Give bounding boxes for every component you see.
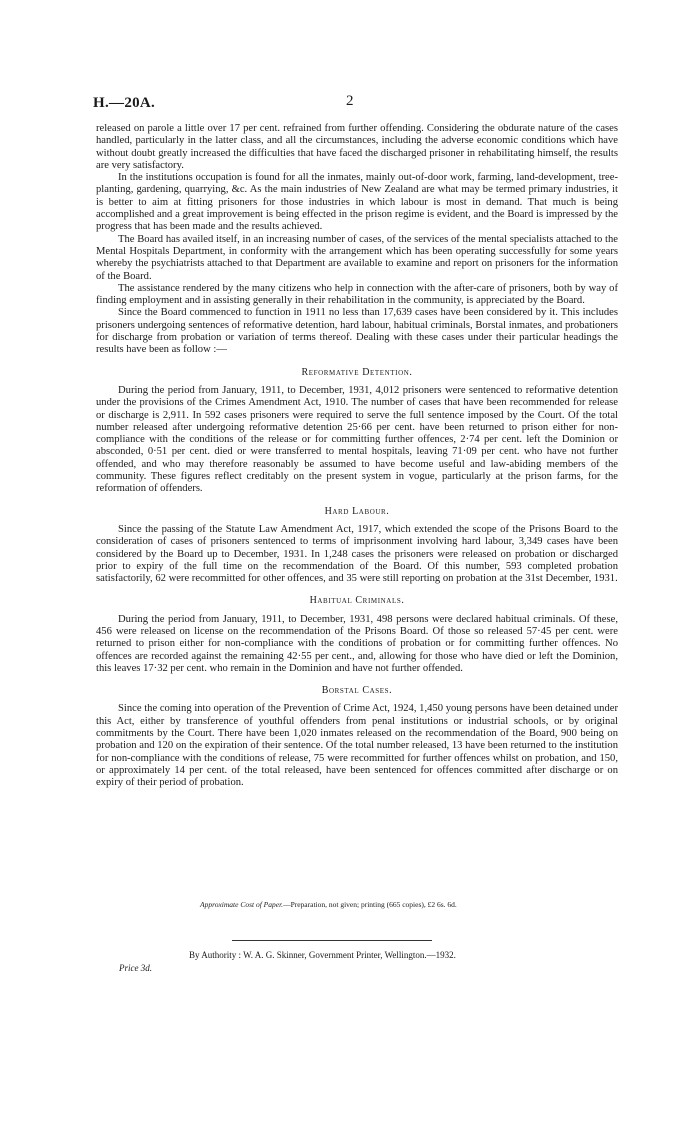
paragraph: The assistance rendered by the many citizens who help in connection with the after-care of prisoners, both by way of finding employment and in assisting generally in their rehabilitation in the community, is appreciated by the Board. [96, 282, 618, 307]
price-label: Price 3d. [119, 963, 152, 973]
section-text: Since the passing of the Statute Law Amendment Act, 1917, which extended the scope of the Prisons Board to the consideration of cases of prisoners sentenced to terms of imprisonment involving hard labour, 3,349 cases have been considered by the Board up to December, 1931. In 1,248 cases the prisoners were released on probation or discharged prior to expiry of the full time on the recommendation of the Board. Of this number, 593 completed probation satisfactorily, 62 were recommitted for other offences, and 35 were still reporting on probation at the 31st December, 1931. [96, 523, 618, 585]
paragraph: The Board has availed itself, in an increasing number of cases, of the services of the mental specialists attached to the Mental Hospitals Department, in conformity with the arrangement which has been operating successfully for some years whereby the psychiatrists attached to that Department are available to examine and report on prisoners for the information of the Board. [96, 233, 618, 282]
report-body [96, 123, 618, 790]
page-number: 2 [346, 93, 354, 109]
paragraph: Since the Board commenced to function in 1911 no less than 17,639 cases have been considered by it. This includes prisoners undergoing sentences of reformative detention, hard labour, habitual criminals, Borstal inmates, and probationers for discharge from probation or variation of terms thereof. Dealing with these cases under their particular headings the results have been as follow :— [96, 307, 618, 356]
section-text: During the period from January, 1911, to December, 1931, 4,012 prisoners were sentenced to reformative detention under the provisions of the Crimes Amendment Act, 1910. The number of cases that have been recommended for release or discharge is 2,911. In 592 cases prisoners were required to serve the full sentence imposed by the Court. Of the total number released after undergoing reformative detention 25·66 per cent. have been returned to prison either for non-compliance with the conditions of the release or for committing further offences, 2·74 per cent. left the Dominion or absconded, 0·51 per cent. died or were transferred to mental hospitals, leaving 71·09 per cent. who have not further offended, and who may therefore reasonably be assumed to have become useful and law-abiding members of the community. These figures reflect creditably on the present system in vogue, particularly at the prison farms, for the reformation of offenders. [96, 384, 618, 495]
printing-cost-note [200, 900, 457, 909]
section-text: Since the coming into operation of the Prevention of Crime Act, 1924, 1,450 young persons have been detained under this Act, either by transference of youthful offenders from penal institutions or industrial schools, or by original commitments by the Court. There have been 1,020 inmates released on the recommendation of the Board, 900 being on probation and 120 on the expiration of their sentence. Of the total number released, 13 have been returned to the institution for non-compliance with the conditions of release, 75 were recommitted for further offences whilst on probation, and 150, or approximately 14 per cent. of the total released, have been sentenced for offences committed after discharge or on expiry of their period of probation. [96, 703, 618, 789]
cost-label: Approximate Cost of Paper. [200, 900, 284, 909]
section-heading-hard-labour: Hard Labour. [324, 505, 390, 517]
section-text: During the period from January, 1911, to December, 1931, 498 persons were declared habitual criminals. Of these, 456 were released on license on the recommendation of the Prisons Board. Of those so released 57·45 per cent. were returned to prison either for non-compliance with the conditions of probation or for committing further offences. No offences are recorded against the remaining 42·55 per cent., and, allowing for those who have died or left the Dominion, this leaves 17·32 per cent. who remain in the Dominion and have not further offended. [96, 613, 618, 674]
footer-divider [232, 940, 432, 941]
paragraph: In the institutions occupation is found for all the inmates, mainly out-of-door work, farming, land-development, tree-planting, gardening, quarrying, &c. As the main industries of New Zealand are what may be termed primary industries, it is better to aim at fitting prisoners for those industries in which labour is most in demand. That much is being accomplished and a great improvement is being effected in the prison regime is evident, and the Board is impressed by the progress that has been made and the results achieved. [96, 172, 618, 233]
printer-authority: By Authority : W. A. G. Skinner, Government Printer, Wellington.—1932. [189, 950, 456, 960]
section-heading-reformative-detention: Reformative Detention. [301, 366, 413, 378]
paragraph: released on parole a little over 17 per cent. refrained from further offending. Considering the obdurate nature of the cases handled, particularly in the latter class, and all the circumstances, including the adverse economic conditions which have without doubt greatly increased the difficulties that have faced the discharged prisoner in rehabilitating himself, the results are very satisfactory. [96, 123, 618, 171]
document-code: H.—20A. [93, 95, 156, 111]
section-heading-habitual-criminals: Habitual Criminals. [309, 595, 405, 607]
cost-text: —Preparation, not given; printing (665 copies), £2 6s. 6d. [283, 900, 457, 909]
section-heading-borstal-cases: Borstal Cases. [321, 685, 393, 697]
